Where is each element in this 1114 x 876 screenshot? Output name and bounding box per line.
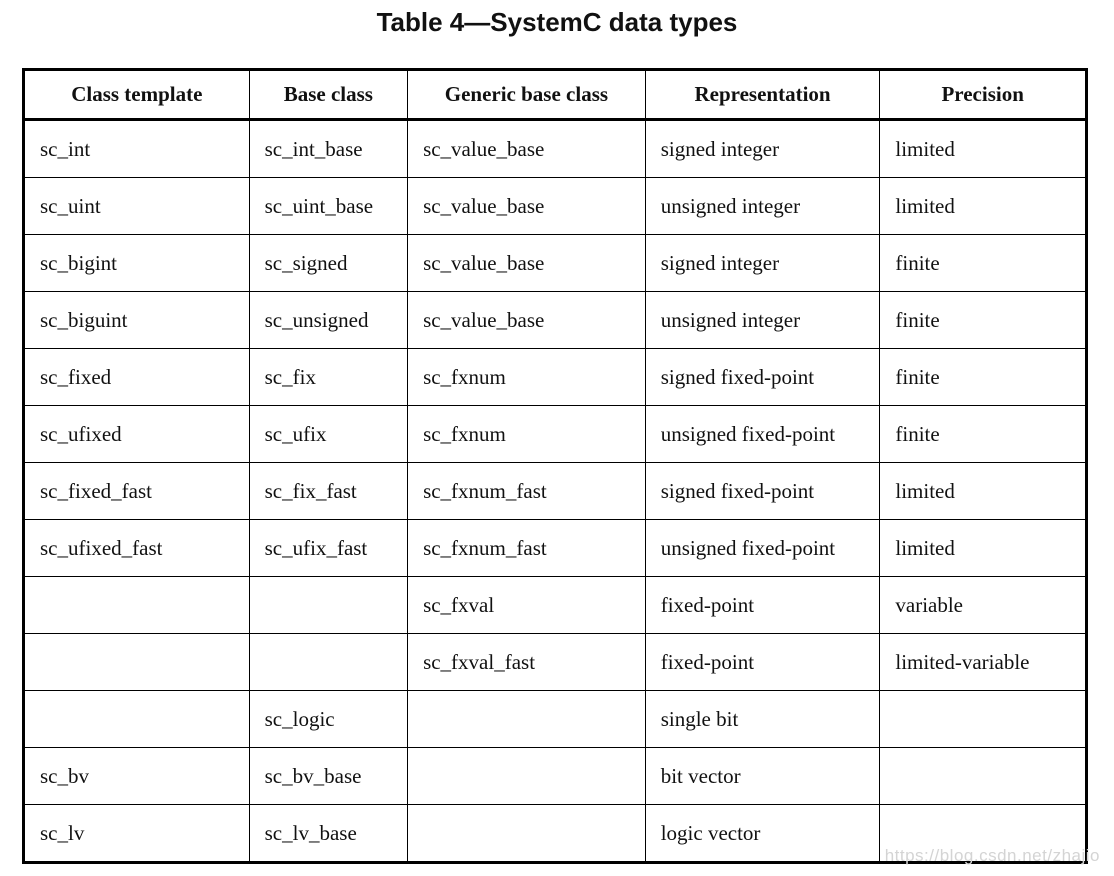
cell-generic-base-class: sc_value_base (408, 120, 646, 178)
table-row (24, 463, 1087, 520)
cell-precision: finite (880, 349, 1087, 406)
table-header-row (24, 70, 1087, 120)
cell-base-class: sc_bv_base (249, 748, 407, 805)
cell-representation: signed integer (645, 120, 880, 178)
table-row (24, 634, 1087, 691)
header-precision: Precision (880, 70, 1087, 120)
cell-generic-base-class: sc_value_base (408, 292, 646, 349)
cell-precision: limited (880, 120, 1087, 178)
cell-class-template (24, 577, 250, 634)
cell-representation: single bit (645, 691, 880, 748)
cell-class-template (24, 634, 250, 691)
header-generic-base-class: Generic base class (408, 70, 646, 120)
table-row (24, 577, 1087, 634)
cell-precision: finite (880, 235, 1087, 292)
cell-base-class: sc_lv_base (249, 805, 407, 863)
cell-base-class: sc_unsigned (249, 292, 407, 349)
table-row (24, 292, 1087, 349)
cell-precision: finite (880, 406, 1087, 463)
cell-precision: limited-variable (880, 634, 1087, 691)
cell-class-template (24, 691, 250, 748)
cell-precision: limited (880, 463, 1087, 520)
cell-generic-base-class: sc_value_base (408, 235, 646, 292)
cell-base-class: sc_fix_fast (249, 463, 407, 520)
cell-base-class (249, 634, 407, 691)
cell-generic-base-class: sc_fxval (408, 577, 646, 634)
cell-base-class: sc_ufix_fast (249, 520, 407, 577)
table-row (24, 235, 1087, 292)
cell-representation: unsigned fixed-point (645, 406, 880, 463)
cell-representation: signed fixed-point (645, 349, 880, 406)
cell-representation: unsigned integer (645, 292, 880, 349)
table-row (24, 691, 1087, 748)
header-base-class: Base class (249, 70, 407, 120)
cell-class-template: sc_fixed (24, 349, 250, 406)
cell-base-class: sc_ufix (249, 406, 407, 463)
cell-representation: unsigned fixed-point (645, 520, 880, 577)
cell-generic-base-class: sc_fxval_fast (408, 634, 646, 691)
cell-class-template: sc_biguint (24, 292, 250, 349)
table-row (24, 748, 1087, 805)
cell-precision (880, 691, 1087, 748)
table-row (24, 520, 1087, 577)
cell-precision: variable (880, 577, 1087, 634)
cell-generic-base-class (408, 748, 646, 805)
cell-class-template: sc_ufixed (24, 406, 250, 463)
header-representation: Representation (645, 70, 880, 120)
cell-class-template: sc_int (24, 120, 250, 178)
cell-class-template: sc_lv (24, 805, 250, 863)
table-row (24, 120, 1087, 178)
cell-base-class: sc_uint_base (249, 178, 407, 235)
table-row (24, 406, 1087, 463)
cell-representation: bit vector (645, 748, 880, 805)
cell-generic-base-class (408, 805, 646, 863)
cell-base-class: sc_logic (249, 691, 407, 748)
table-caption: Table 4—SystemC data types (376, 7, 738, 37)
cell-base-class (249, 577, 407, 634)
cell-generic-base-class: sc_fxnum (408, 406, 646, 463)
cell-precision: limited (880, 520, 1087, 577)
cell-representation: fixed-point (645, 634, 880, 691)
cell-class-template: sc_bigint (24, 235, 250, 292)
cell-base-class: sc_signed (249, 235, 407, 292)
cell-class-template: sc_fixed_fast (24, 463, 250, 520)
cell-representation: logic vector (645, 805, 880, 863)
cell-generic-base-class: sc_fxnum (408, 349, 646, 406)
cell-generic-base-class: sc_value_base (408, 178, 646, 235)
table-row (24, 178, 1087, 235)
watermark: https://blog.csdn.net/zhajio (884, 846, 1100, 865)
cell-class-template: sc_bv (24, 748, 250, 805)
cell-base-class: sc_fix (249, 349, 407, 406)
table-row (24, 349, 1087, 406)
cell-precision: limited (880, 178, 1087, 235)
cell-representation: signed integer (645, 235, 880, 292)
cell-generic-base-class: sc_fxnum_fast (408, 463, 646, 520)
cell-generic-base-class: sc_fxnum_fast (408, 520, 646, 577)
header-class-template: Class template (24, 70, 250, 120)
cell-representation: unsigned integer (645, 178, 880, 235)
cell-class-template: sc_ufixed_fast (24, 520, 250, 577)
systemc-data-types-table (22, 68, 1088, 864)
cell-precision: finite (880, 292, 1087, 349)
cell-class-template: sc_uint (24, 178, 250, 235)
cell-generic-base-class (408, 691, 646, 748)
cell-representation: signed fixed-point (645, 463, 880, 520)
cell-base-class: sc_int_base (249, 120, 407, 178)
cell-precision (880, 748, 1087, 805)
cell-representation: fixed-point (645, 577, 880, 634)
